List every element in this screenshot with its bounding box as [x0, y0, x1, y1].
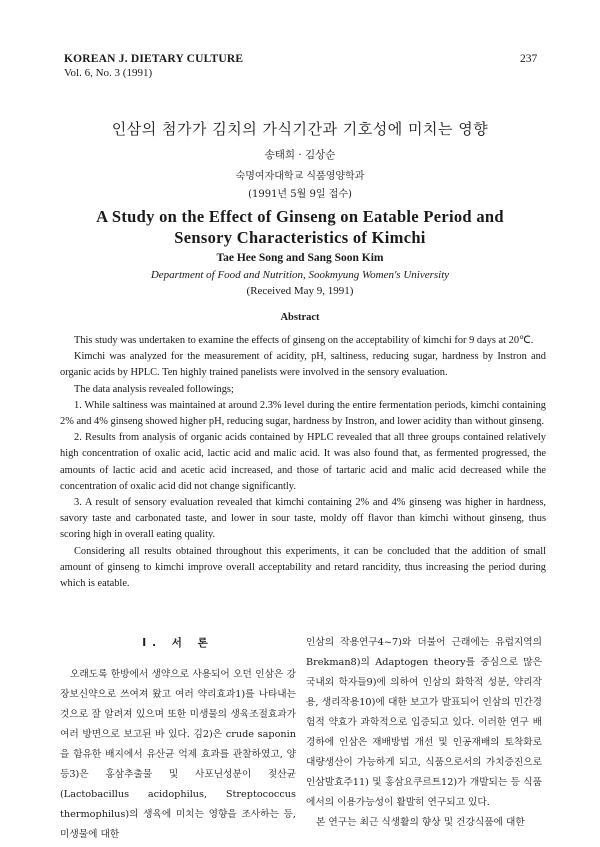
english-title — [0, 206, 600, 248]
abstract-paragraph: Considering all results obtained throughout this experiments, it can be concluded that the addition of small amount of ginseng to kimchi improve overall acceptability and retard rancidity, thus increasing the period during which is eatable. — [60, 545, 546, 590]
english-title-line-1: A Study on the Effect of Ginseng on Eatable Period and — [96, 207, 504, 226]
volume-issue: Vol. 6, No. 3 (1991) — [64, 67, 153, 79]
abstract-paragraph: This study was undertaken to examine the effects of ginseng on the acceptability of kimchi for 9 days at 20℃. — [74, 335, 534, 346]
korean-affiliation: 숙명여자대학교 식품영양학과 — [235, 171, 365, 182]
abstract-heading: Abstract — [280, 312, 320, 323]
abstract-body — [60, 333, 546, 592]
abstract-paragraph: Kimchi was analyzed for the measurement of acidity, pH, saltiness, reducing sugar, hardness by Instron and organic acids by HPLC. Ten highly trained panelists were involved in the sensory evaluation. — [60, 351, 546, 379]
korean-title: 인삼의 첨가가 김치의 가식기간과 기호성에 미치는 영향 — [111, 120, 489, 138]
section-heading-introduction: I. 서 론 — [142, 637, 214, 649]
abstract-paragraph: 2. Results from analysis of organic acids contained by HPLC revealed that all three groups contained relatively high concentration of oxalic acid, lactic acid and malic acid. It was also found that, as fermented progressed, the amounts of lactic acid and acetic acid increased, and those of tartaric acid and malic acid decreased while the concentration of oxalic acid did not change significantly. — [60, 432, 546, 492]
body-paragraph: 인삼의 작용연구4~7)와 더불어 근래에는 유럽지역의 Brekman8)의 Adaptogen theory를 중심으로 많은 국내외 학자들9)에 의하여 인삼의 화학적 성분, 약리작용, 생리작용10)에 대한 보고가 발표되어 인삼의 민간경험적 약효가 과학적으로 입증되고 있다. 이러한 연구 배경하에 인삼은 재배방법 개선 및 인공재배의 토착화로 대량생산이 가능하게 되고, 식품으로서의 가치증진으로 인삼발효주11) 및 홍삼요쿠르트12)가 개발되는 등 식품에서의 이용가능성이 활발히 연구되고 있다. — [306, 637, 542, 808]
body-paragraph: 오래도록 한방에서 생약으로 사용되어 오던 인삼은 강장보신약으로 쓰여져 왔고 여러 약리효과1)를 나타내는 것으로 잘 알려져 있으며 또한 미생물의 생육조절효과가 여러 방면으로 보고된 바 있다. 김2)은 crude saponin을 함유한 배지에서 유산균 억제 효과를 관찰하였고, 양 등3)은 홍삼추출물 및 사포닌성분이 젖산균 (Lactobacillus acidophilus, Streptococcus thermophilus)의 생육에 미치는 영향을 조사하는 등, 미생물에 대한 — [60, 669, 296, 840]
abstract-paragraph: 3. A result of sensory evaluation revealed that kimchi containing 2% and 4% ginseng was higher in hardness, savory taste and carbonated taste, and lower in sour taste, moldy off flavor than kimchi without ginseng, thus scoring high in overall eating quality. — [60, 497, 546, 541]
english-received-date: (Received May 9, 1991) — [246, 285, 354, 297]
body-paragraph: 본 연구는 최근 식생활의 향상 및 건강식품에 대한 — [316, 817, 525, 828]
english-affiliation: Department of Food and Nutrition, Sookmyung Women's University — [150, 269, 450, 281]
abstract-paragraph: 1. While saltiness was maintained at around 2.3% level during the entire fermentation periods, kimchi containing 2% and 4% ginseng showed higher pH, reducing sugar, hardness by Instron, and lower acidity than without ginseng. — [60, 399, 546, 428]
abstract-paragraph: The data analysis revealed followings; — [74, 383, 234, 395]
journal-name: KOREAN J. DIETARY CULTURE — [64, 53, 244, 65]
page-number: 237 — [520, 53, 538, 65]
english-title-line-2: Sensory Characteristics of Kimchi — [174, 228, 426, 247]
body-right-column — [306, 633, 542, 833]
english-authors: Tae Hee Song and Sang Soon Kim — [216, 252, 384, 264]
korean-authors: 송태희 · 김상순 — [264, 149, 336, 161]
body-left-column — [60, 633, 296, 845]
korean-received-date: (1991년 5월 9일 접수) — [248, 189, 352, 200]
